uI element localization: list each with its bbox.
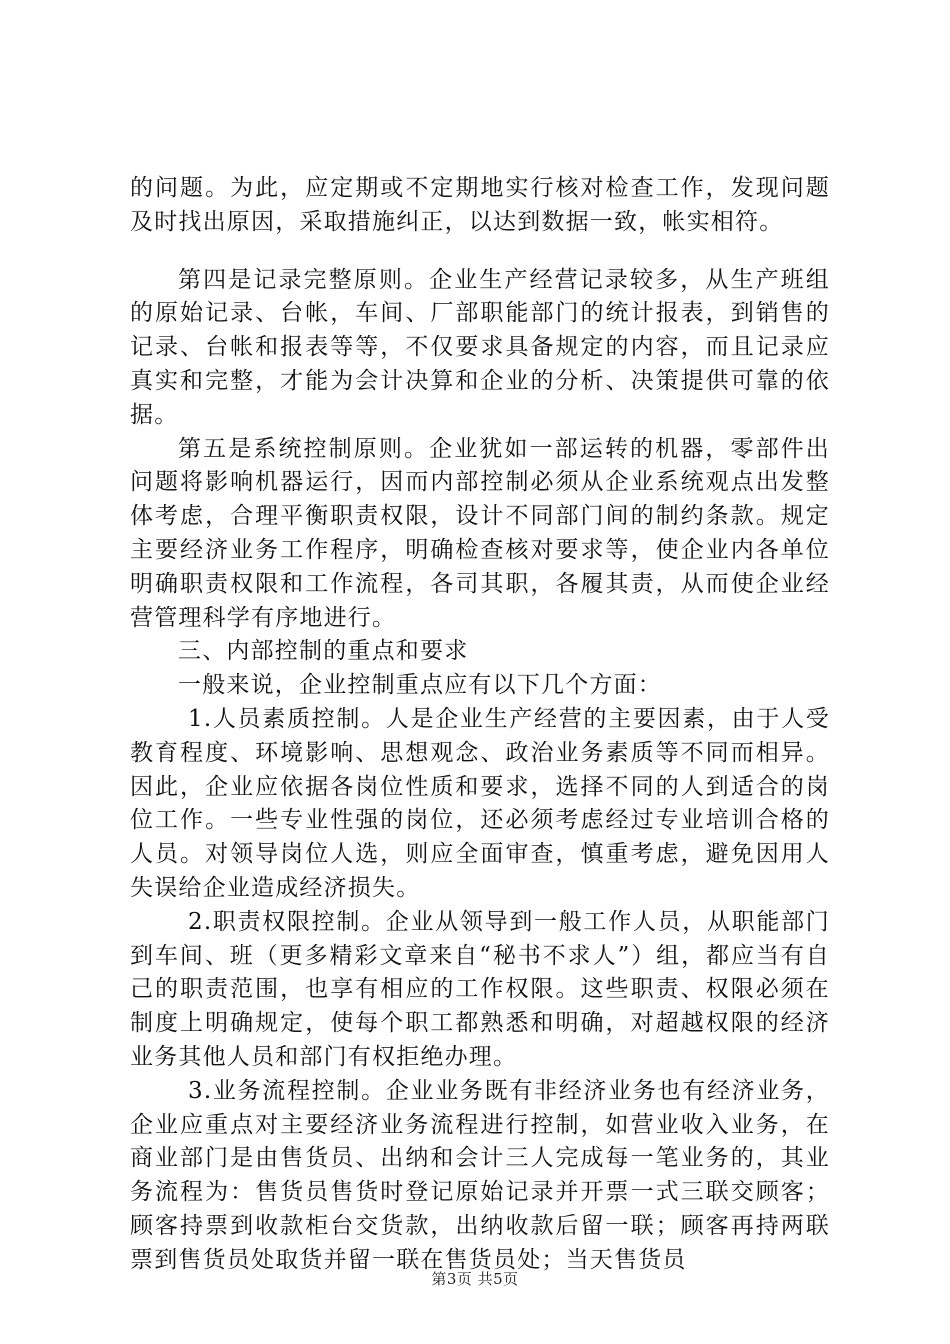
paragraph-continuation: 的问题。为此，应定期或不定期地实行核对检查工作，发现问题及时找出原因，采取措施纠正，以达到数据一致，帐实相符。 — [130, 175, 830, 235]
paragraph-principle-five: 第五是系统控制原则。企业犹如一部运转的机器，零部件出问题将影响机器运行，因而内部控制必须从企业系统观点出发整体考虑，合理平衡职责权限，设计不同部门间的制约条款。规定主要经济业务工作程序，明确检查核对要求等，使企业内各单位明确职责权限和工作流程，各司其职，各履其责，从而使企业经营管理科学有序地进行。 — [130, 435, 830, 631]
paragraph-item-2: 2.职责权限控制。企业从领导到一般工作人员，从职能部门到车间、班（更多精彩文章来自“秘书不求人”）组，都应当有自己的职责范围，也享有相应的工作权限。这些职责、权限必须在制度上明确规定，使每个职工都熟悉和明确，对超越权限的经济业务其他人员和部门有权拒绝办理。 — [130, 908, 830, 1070]
paragraph-gap — [130, 240, 830, 264]
section-heading: 三、内部控制的重点和要求 — [178, 638, 469, 665]
paragraph-intro: 一般来说，企业控制重点应有以下几个方面： — [178, 672, 662, 699]
document-body — [130, 172, 830, 1278]
paragraph-item-3: 3.业务流程控制。企业业务既有非经济业务也有经济业务，企业应重点对主要经济业务流程进行控制，如营业收入业务，在商业部门是由售货员、出纳和会计三人完成每一笔业务的，其业务流程为：售货员售货时登记原始记录并开票一式三联交顾客；顾客持票到收款柜台交货款，出纳收款后留一联；顾客再持两联票到售货员处取货并留一联在售货员处；当天售货员 — [130, 1077, 830, 1273]
page-footer: 第3页 共5页 — [431, 1270, 519, 1288]
paragraph-item-1: 1.人员素质控制。人是企业生产经营的主要因素，由于人受教育程度、环境影响、思想观念、政治业务素质等不同而相异。因此，企业应依据各岗位性质和要求，选择不同的人到适合的岗位工作。一些专业性强的岗位，还必须考虑经过专业培训合格的人员。对领导岗位人选，则应全面审查，慎重考虑，避免因用人失误给企业造成经济损失。 — [130, 705, 830, 901]
paragraph-principle-four: 第四是记录完整原则。企业生产经营记录较多，从生产班组的原始记录、台帐，车间、厂部职能部门的统计报表，到销售的记录、台帐和报表等等，不仅要求具备规定的内容，而且记录应真实和完整，才能为会计决算和企业的分析、决策提供可靠的依据。 — [130, 266, 830, 428]
